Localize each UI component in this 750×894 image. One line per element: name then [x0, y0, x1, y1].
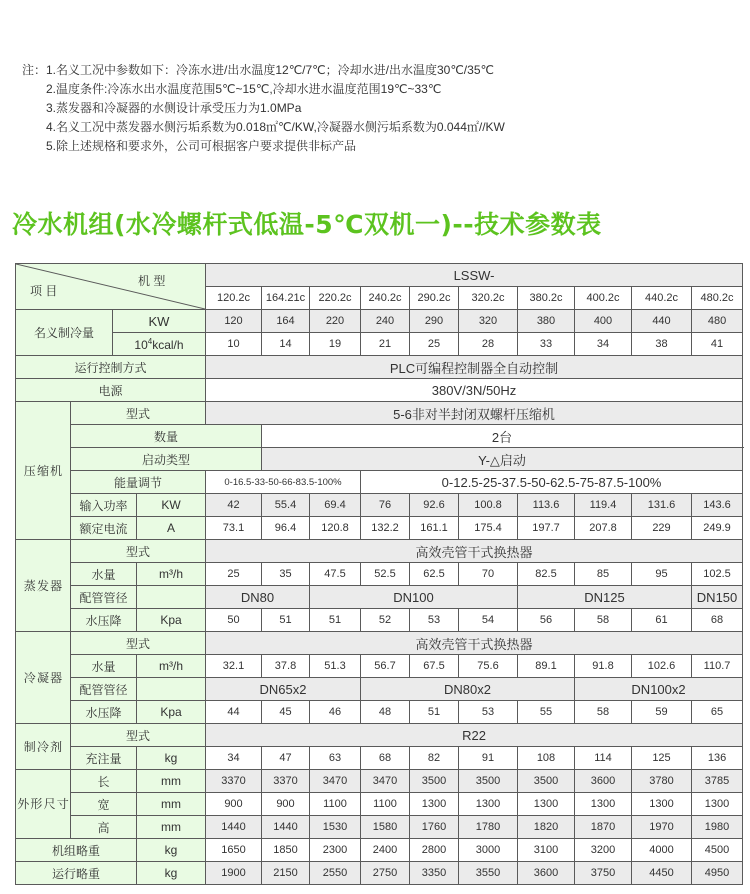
value-cell: 47.5: [310, 563, 361, 586]
value-cell: 3500: [459, 770, 518, 793]
row-label: 机组略重: [16, 839, 137, 862]
value-cell: 119.4: [575, 494, 632, 517]
page-title: 冷水机组(水冷螺杆式低温-5℃双机一)--技术参数表: [12, 210, 602, 239]
row-label: 名义制冷量: [16, 310, 113, 356]
group-label-char: 发: [36, 578, 49, 593]
row-label: 额定电流: [71, 517, 137, 540]
value-cell: 143.6: [692, 494, 743, 517]
value-cell: 46: [310, 701, 361, 724]
width-row: [16, 793, 743, 816]
row-label: 电源: [16, 379, 206, 402]
unit-rest: kcal/h: [152, 337, 184, 352]
row-label: 宽: [71, 793, 137, 816]
value-cell: 2150: [262, 862, 310, 885]
value-cell: 480: [692, 310, 743, 333]
row-label: 高: [71, 816, 137, 839]
value-cell: 229: [632, 517, 692, 540]
model-name: 164.21c: [262, 287, 310, 310]
unit-exp: 4: [147, 336, 153, 346]
unit-label: kg: [137, 862, 206, 885]
value-cell: 1850: [262, 839, 310, 862]
value-cell: 73.1: [206, 517, 262, 540]
value-cell: 51: [262, 609, 310, 632]
value-cell: 10: [206, 333, 262, 356]
value-cell: 1760: [410, 816, 459, 839]
value-cell: 96.4: [262, 517, 310, 540]
value-cell: 1300: [575, 793, 632, 816]
value-cell: 89.1: [518, 655, 575, 678]
value-cell: 65: [692, 701, 743, 724]
value-cell: 207.8: [575, 517, 632, 540]
value-cell: 82: [410, 747, 459, 770]
value-cell: 110.7: [692, 655, 743, 678]
row-value: 高效壳管干式换热器: [206, 632, 743, 655]
unit-base: 10: [134, 337, 148, 352]
group-label-char: 蒸: [23, 578, 36, 593]
evaporator-pipe-row: [16, 586, 743, 609]
row-label: 型式: [71, 402, 206, 425]
value-cell: 3470: [361, 770, 410, 793]
value-cell: 161.1: [410, 517, 459, 540]
value-cell: 55.4: [262, 494, 310, 517]
compressor-type-row: [16, 402, 743, 425]
series-label: LSSW-: [206, 264, 743, 287]
note-2: 2.温度条件:冷冻水出水温度范围5℃~15℃,冷却水进水温度范围19℃~33℃: [46, 82, 442, 96]
value-cell: 1980: [692, 816, 743, 839]
row-value: R22: [206, 724, 743, 747]
length-row: [16, 770, 743, 793]
value-cell: 68: [361, 747, 410, 770]
value-cell: 28: [459, 333, 518, 356]
model-name: 290.2c: [410, 287, 459, 310]
value-cell: 51: [310, 609, 361, 632]
row-value: Y-△启动: [262, 448, 743, 471]
value-cell: 92.6: [410, 494, 459, 517]
compressor-start-row: [16, 448, 743, 471]
value-cell: 34: [206, 747, 262, 770]
group-label-char: 机: [50, 463, 63, 478]
row-value: 380V/3N/50Hz: [206, 379, 743, 402]
value-cell: 3600: [575, 770, 632, 793]
evaporator-water-flow-row: [16, 563, 743, 586]
merged-value-cell: DN100: [310, 586, 518, 609]
value-cell: 120.8: [310, 517, 361, 540]
value-cell: 51.3: [310, 655, 361, 678]
value-cell: 21: [361, 333, 410, 356]
compressor-group-label: [16, 402, 71, 540]
value-cell: 53: [459, 701, 518, 724]
row-value: 5-6非对半封闭双螺杆压缩机: [206, 402, 743, 425]
value-cell: 320: [459, 310, 518, 333]
value-cell: 91.8: [575, 655, 632, 678]
model-name: 440.2c: [632, 287, 692, 310]
capacity-kw-row: [16, 310, 743, 333]
model-label: 机 型: [138, 274, 166, 288]
merged-value-cell: DN65x2: [206, 678, 361, 701]
evaporator-group-label: [16, 540, 71, 632]
row-label: 启动类型: [71, 448, 262, 471]
value-cell: 1440: [206, 816, 262, 839]
value-cell: 14: [262, 333, 310, 356]
group-label-char: 缩: [36, 463, 49, 478]
row-label: 数量: [71, 425, 262, 448]
model-name: 220.2c: [310, 287, 361, 310]
value-cell: 95: [632, 563, 692, 586]
value-cell: 25: [410, 333, 459, 356]
value-cell: 3500: [518, 770, 575, 793]
value-cell: 900: [206, 793, 262, 816]
value-cell: 58: [575, 701, 632, 724]
merged-value-cell: DN80: [206, 586, 310, 609]
value-cell: 68: [692, 609, 743, 632]
condenser-pressure-drop-row: [16, 701, 743, 724]
value-cell: 1100: [310, 793, 361, 816]
merged-value-cell: DN150: [692, 586, 743, 609]
value-cell: 3370: [262, 770, 310, 793]
value-cell: 25: [206, 563, 262, 586]
value-cell: 37.8: [262, 655, 310, 678]
value-cell: 32.1: [206, 655, 262, 678]
group-label-char: 尺: [43, 797, 56, 811]
value-cell: 4000: [632, 839, 692, 862]
unit-label: mm: [137, 770, 206, 793]
value-cell: 53: [410, 609, 459, 632]
value-cell: 33: [518, 333, 575, 356]
note-4: 4.名义工况中蒸发器水侧污垢系数为0.018㎡℃/KW,冷凝器水侧污垢系数为0.044㎡//KW: [46, 120, 505, 134]
group-label-char: 制: [23, 739, 36, 754]
row-label: 运行略重: [16, 862, 137, 885]
row-value: 高效壳管干式换热器: [206, 540, 743, 563]
unit-label: [113, 333, 206, 356]
capacity-control-row: [16, 471, 743, 494]
evaporator-pressure-drop-row: [16, 609, 743, 632]
model-name: 320.2c: [459, 287, 518, 310]
note-5: 5.除上述规格和要求外，公司可根据客户要求提供非标产品: [46, 139, 357, 153]
header-row: [16, 264, 743, 287]
value-cell: 51: [410, 701, 459, 724]
group-label-char: 冷: [23, 670, 36, 685]
value-cell: 2800: [410, 839, 459, 862]
value-cell: 100.8: [459, 494, 518, 517]
value-cell: 108: [518, 747, 575, 770]
condenser-group-label: [16, 632, 71, 724]
group-label-char: 器: [50, 578, 63, 593]
row-label: 型式: [71, 632, 206, 655]
value-cell: 69.4: [310, 494, 361, 517]
unit-label: mm: [137, 793, 206, 816]
value-cell: 67.5: [410, 655, 459, 678]
value-cell: 61: [632, 609, 692, 632]
value-cell: 900: [262, 793, 310, 816]
unit-label: kg: [137, 839, 206, 862]
value-cell: 3780: [632, 770, 692, 793]
value-cell: 400: [575, 310, 632, 333]
value-cell: 58: [575, 609, 632, 632]
value-cell: 132.2: [361, 517, 410, 540]
value-cell: 4500: [692, 839, 743, 862]
value-cell: 440: [632, 310, 692, 333]
group-label-char: 器: [50, 670, 63, 685]
value-cell: 3470: [310, 770, 361, 793]
refrigerant-charge-row: [16, 747, 743, 770]
unit-weight-row: [16, 839, 743, 862]
compressor-quantity-row: [16, 425, 743, 448]
value-cell: 125: [632, 747, 692, 770]
control-row: [16, 356, 743, 379]
value-cell: 4450: [632, 862, 692, 885]
value-cell: 164: [262, 310, 310, 333]
group-label-char: 凝: [36, 670, 49, 685]
value-cell: 52: [361, 609, 410, 632]
value-cell: 1530: [310, 816, 361, 839]
value-cell: 1580: [361, 816, 410, 839]
row-label: 能量调节: [71, 471, 206, 494]
value-cell: 1300: [632, 793, 692, 816]
value-cell: 54: [459, 609, 518, 632]
value-cell: 240: [361, 310, 410, 333]
item-label: 项 目: [30, 284, 58, 298]
value-cell: 3785: [692, 770, 743, 793]
row-label: 运行控制方式: [16, 356, 206, 379]
value-cell: 59: [632, 701, 692, 724]
row-label: 水压降: [71, 701, 137, 724]
group-label-char: 冷: [36, 739, 49, 754]
note-3: 3.蒸发器和冷凝器的水侧设计承受压力为1.0MPa: [46, 101, 302, 115]
note-1: 1.名义工况中参数如下：冷冻水进/出水温度12℃/7℃；冷却水进/出水温度30℃/35℃: [46, 63, 494, 77]
value-cell: 1100: [361, 793, 410, 816]
unit-label: A: [137, 517, 206, 540]
value-cell: 62.5: [410, 563, 459, 586]
unit-label: KW: [113, 310, 206, 333]
value-cell: 3200: [575, 839, 632, 862]
row-value: 2台: [262, 425, 743, 448]
value-cell: 113.6: [518, 494, 575, 517]
value-cell: 102.6: [632, 655, 692, 678]
value-cell: 1300: [410, 793, 459, 816]
value-cell: 1440: [262, 816, 310, 839]
row-label: 水压降: [71, 609, 137, 632]
value-cell: 75.6: [459, 655, 518, 678]
merged-value-cell: 0-12.5-25-37.5-50-62.5-75-87.5-100%: [361, 471, 743, 494]
value-cell: 380: [518, 310, 575, 333]
value-cell: 1970: [632, 816, 692, 839]
merged-value-cell: DN100x2: [575, 678, 743, 701]
operating-weight-row: [16, 862, 743, 885]
value-cell: 1300: [459, 793, 518, 816]
value-cell: 38: [632, 333, 692, 356]
unit-label: m³/h: [137, 655, 206, 678]
value-cell: 197.7: [518, 517, 575, 540]
value-cell: 91: [459, 747, 518, 770]
value-cell: 175.4: [459, 517, 518, 540]
header-corner: [16, 264, 206, 310]
value-cell: 3370: [206, 770, 262, 793]
group-label-char: 外: [17, 797, 30, 811]
value-cell: 42: [206, 494, 262, 517]
condenser-type-row: [16, 632, 743, 655]
value-cell: 70: [459, 563, 518, 586]
condenser-water-flow-row: [16, 655, 743, 678]
rated-current-row: [16, 517, 743, 540]
model-name: 120.2c: [206, 287, 262, 310]
value-cell: 35: [262, 563, 310, 586]
row-label: 水量: [71, 655, 137, 678]
unit-label: m³/h: [137, 563, 206, 586]
value-cell: 1820: [518, 816, 575, 839]
model-name: 400.2c: [575, 287, 632, 310]
value-cell: 56.7: [361, 655, 410, 678]
value-cell: 249.9: [692, 517, 743, 540]
refrigerant-type-row: [16, 724, 743, 747]
value-cell: 3350: [410, 862, 459, 885]
model-name: 380.2c: [518, 287, 575, 310]
value-cell: 3100: [518, 839, 575, 862]
value-cell: 3550: [459, 862, 518, 885]
value-cell: 63: [310, 747, 361, 770]
row-label: 型式: [71, 724, 206, 747]
unit-label: kg: [137, 747, 206, 770]
value-cell: 47: [262, 747, 310, 770]
row-label: 配管管径: [71, 678, 137, 701]
value-cell: 19: [310, 333, 361, 356]
value-cell: 220: [310, 310, 361, 333]
value-cell: 52.5: [361, 563, 410, 586]
value-cell: 1900: [206, 862, 262, 885]
value-cell: 131.6: [632, 494, 692, 517]
row-label: 长: [71, 770, 137, 793]
value-cell: 76: [361, 494, 410, 517]
value-cell: 56: [518, 609, 575, 632]
notes: [22, 61, 505, 156]
value-cell: 44: [206, 701, 262, 724]
value-cell: 3600: [518, 862, 575, 885]
unit-label: mm: [137, 816, 206, 839]
group-label-char: 剂: [50, 739, 63, 754]
value-cell: 55: [518, 701, 575, 724]
evaporator-type-row: [16, 540, 743, 563]
value-cell: 3500: [410, 770, 459, 793]
value-cell: 1650: [206, 839, 262, 862]
value-cell: 50: [206, 609, 262, 632]
value-cell: 2750: [361, 862, 410, 885]
spec-table: [15, 263, 743, 885]
value-cell: 1300: [692, 793, 743, 816]
value-cell: 1300: [518, 793, 575, 816]
value-cell: 1870: [575, 816, 632, 839]
unit-label: [137, 586, 206, 609]
model-name: 480.2c: [692, 287, 743, 310]
value-cell: 136: [692, 747, 743, 770]
value-cell: 3000: [459, 839, 518, 862]
input-power-row: [16, 494, 743, 517]
value-cell: 120: [206, 310, 262, 333]
value-cell: 1780: [459, 816, 518, 839]
group-label-char: 寸: [56, 797, 69, 811]
refrigerant-group-label: [16, 724, 71, 770]
value-cell: 3750: [575, 862, 632, 885]
value-cell: 85: [575, 563, 632, 586]
notes-prefix: 注：: [22, 63, 47, 77]
row-label: 水量: [71, 563, 137, 586]
unit-label: Kpa: [137, 609, 206, 632]
value-cell: 82.5: [518, 563, 575, 586]
value-cell: 2400: [361, 839, 410, 862]
merged-value-cell: DN125: [518, 586, 692, 609]
group-label-char: 形: [30, 797, 43, 811]
row-label: 型式: [71, 540, 206, 563]
unit-label: KW: [137, 494, 206, 517]
value-cell: 48: [361, 701, 410, 724]
unit-label: [137, 678, 206, 701]
capacity-kcal-row: [16, 333, 743, 356]
value-cell: 102.5: [692, 563, 743, 586]
value-cell: 34: [575, 333, 632, 356]
power-row: [16, 379, 743, 402]
condenser-pipe-row: [16, 678, 743, 701]
value-cell: 2550: [310, 862, 361, 885]
unit-label: Kpa: [137, 701, 206, 724]
value-cell: 4950: [692, 862, 743, 885]
value-cell: 2300: [310, 839, 361, 862]
value-cell: 41: [692, 333, 743, 356]
value-cell: 45: [262, 701, 310, 724]
height-row: [16, 816, 743, 839]
model-name: 240.2c: [361, 287, 410, 310]
row-label: 充注量: [71, 747, 137, 770]
row-value: PLC可编程控制器全自动控制: [206, 356, 743, 379]
merged-value-cell: 0-16.5-33-50-66-83.5-100%: [206, 471, 361, 494]
group-label-char: 压: [23, 463, 36, 478]
dimensions-group-label: [16, 770, 71, 839]
value-cell: 114: [575, 747, 632, 770]
row-label: 输入功率: [71, 494, 137, 517]
row-label: 配管管径: [71, 586, 137, 609]
merged-value-cell: DN80x2: [361, 678, 575, 701]
value-cell: 290: [410, 310, 459, 333]
